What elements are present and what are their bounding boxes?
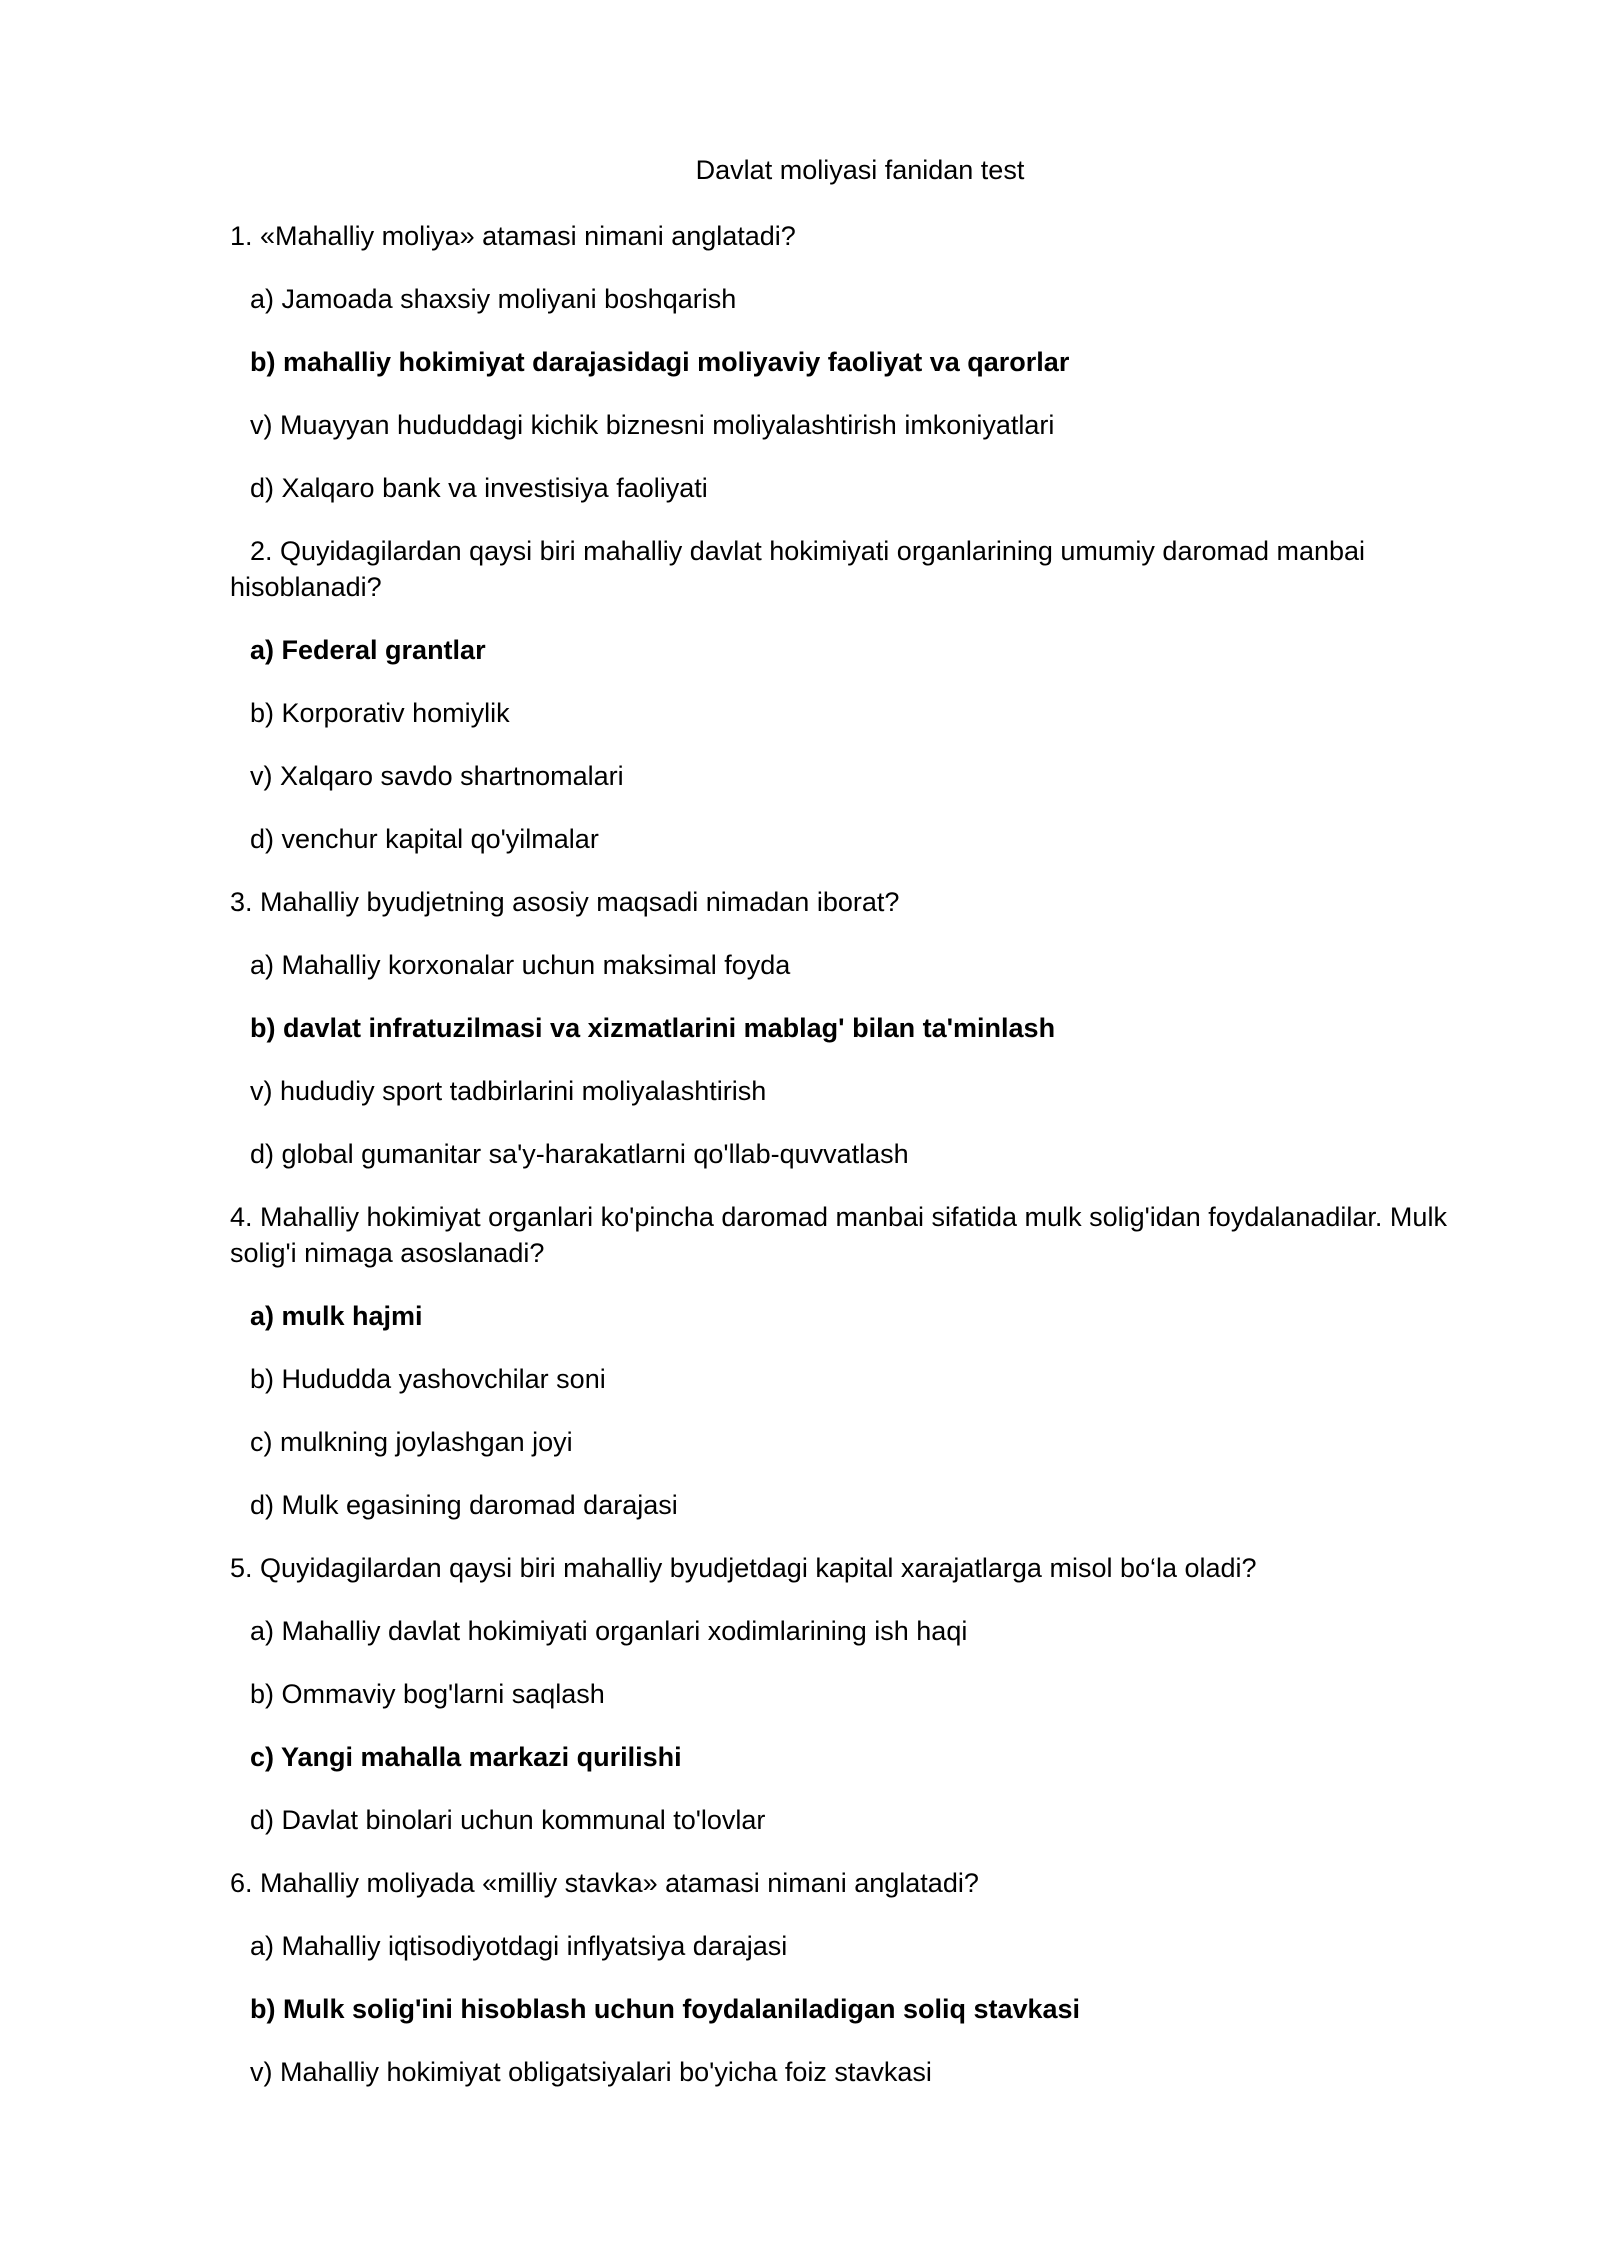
- answer-option: d) global gumanitar sa'y-harakatlarni qo'llab-quvvatlash: [250, 1139, 909, 1169]
- question-text: 3. Mahalliy byudjetning asosiy maqsadi nimadan iborat?: [230, 887, 900, 917]
- answer-option: b) Hududda yashovchilar soni: [250, 1364, 606, 1394]
- answer-option-correct: a) Federal grantlar: [250, 635, 486, 665]
- question-2: [230, 533, 1490, 857]
- answer-option: b) Ommaviy bog'larni saqlash: [250, 1679, 605, 1709]
- question-4: [230, 1199, 1490, 1523]
- answer-option-correct: a) mulk hajmi: [250, 1301, 423, 1331]
- answer-option: c) mulkning joylashgan joyi: [250, 1427, 573, 1457]
- question-6: [230, 1865, 1490, 2090]
- answer-option: d) Mulk egasining daromad darajasi: [250, 1490, 678, 1520]
- question-text: 5. Quyidagilardan qaysi biri mahalliy byudjetdagi kapital xarajatlarga misol bo‘la oladi?: [230, 1553, 1257, 1583]
- answer-option: d) Davlat binolari uchun kommunal to'lovlar: [250, 1805, 766, 1835]
- answer-option: d) Xalqaro bank va investisiya faoliyati: [250, 473, 708, 503]
- answer-option-correct: b) Mulk solig'ini hisoblash uchun foydalaniladigan soliq stavkasi: [250, 1994, 1081, 2024]
- question-text: 6. Mahalliy moliyada «milliy stavka» atamasi nimani anglatadi?: [230, 1868, 979, 1898]
- answer-option-correct: b) mahalliy hokimiyat darajasidagi moliyaviy faoliyat va qarorlar: [250, 347, 1070, 377]
- document-title: Davlat moliyasi fanidan test: [695, 155, 1025, 185]
- question-3: [230, 884, 1490, 1172]
- answer-option: v) Xalqaro savdo shartnomalari: [250, 761, 624, 791]
- answer-option: b) Korporativ homiylik: [250, 698, 510, 728]
- question-text: 4. Mahalliy hokimiyat organlari ko'pincha daromad manbai sifatida mulk solig'idan foydalanadilar. Mulk solig'i nimaga asoslanadi?: [230, 1202, 1447, 1268]
- answer-option: v) hududiy sport tadbirlarini moliyalashtirish: [250, 1076, 767, 1106]
- question-5: [230, 1550, 1490, 1838]
- answer-option: v) Muayyan hududdagi kichik biznesni moliyalashtirish imkoniyatlari: [250, 410, 1055, 440]
- answer-option: a) Mahalliy iqtisodiyotdagi inflyatsiya darajasi: [250, 1931, 788, 1961]
- question-text: 1. «Mahalliy moliya» atamasi nimani anglatadi?: [230, 221, 796, 251]
- question-text: 2. Quyidagilardan qaysi biri mahalliy davlat hokimiyati organlarining umumiy daromad manbai hisoblanadi?: [230, 536, 1366, 602]
- answer-option-correct: b) davlat infratuzilmasi va xizmatlarini mablag' bilan ta'minlash: [250, 1013, 1056, 1043]
- question-1: [230, 218, 1490, 506]
- answer-option: a) Jamoada shaxsiy moliyani boshqarish: [250, 284, 737, 314]
- answer-option: a) Mahalliy korxonalar uchun maksimal foyda: [250, 950, 791, 980]
- answer-option: v) Mahalliy hokimiyat obligatsiyalari bo'yicha foiz stavkasi: [250, 2057, 932, 2087]
- answer-option: a) Mahalliy davlat hokimiyati organlari xodimlarining ish haqi: [250, 1616, 968, 1646]
- question-list: [230, 218, 1490, 2117]
- answer-option-correct: c) Yangi mahalla markazi qurilishi: [250, 1742, 682, 1772]
- answer-option: d) venchur kapital qo'yilmalar: [250, 824, 599, 854]
